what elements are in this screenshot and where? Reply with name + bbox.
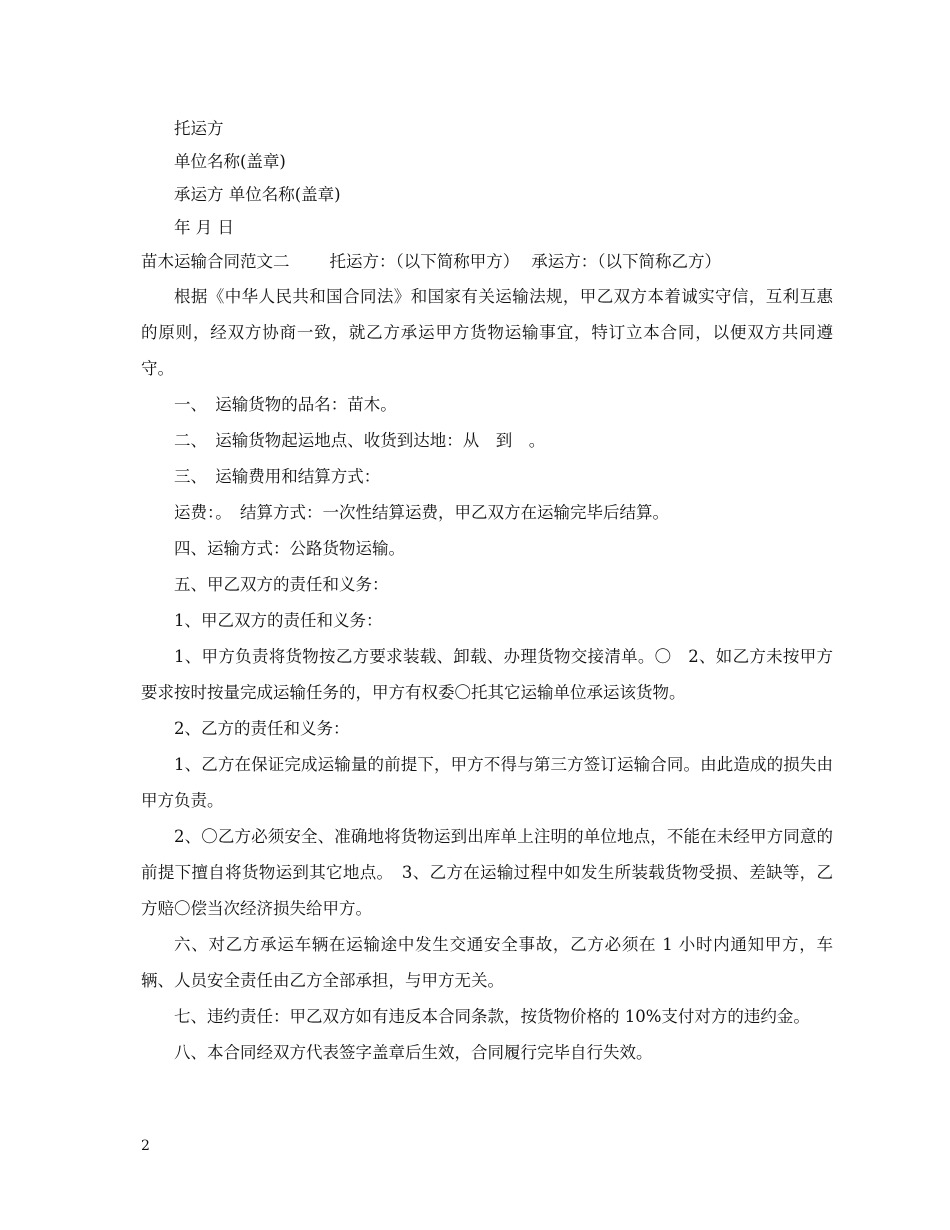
- clause-2: 二、 运输货物起运地点、收货到达地：从 到 。: [174, 431, 546, 450]
- signature-unit-name: 单位名称(盖章): [174, 152, 286, 171]
- clause-5-1-heading: 1、甲乙双方的责任和义务：: [174, 611, 383, 630]
- contract-title-row: [141, 244, 833, 279]
- clause-3: 三、 运输费用和结算方式：: [174, 467, 381, 486]
- clause-5-2-text-1: 1、乙方在保证完成运输量的前提下，甲方不得与第三方签订运输合同。由此造成的损失由甲方负责。: [141, 755, 833, 810]
- clause-3-detail: 运费：。 结算方式：一次性结算运费，甲乙双方在运输完毕后结算。: [174, 503, 669, 522]
- clause-5-1-text: 1、甲方负责将货物按乙方要求装载、卸载、办理货物交接清单。〇 2、如乙方未按甲方要求按时按量完成运输任务的，甲方有权委〇托其它运输单位承运该货物。: [141, 647, 833, 702]
- signature-carrier: 承运方 单位名称(盖章): [174, 185, 341, 204]
- clause-5-2-heading: 2、乙方的责任和义务：: [174, 719, 350, 738]
- intro-paragraph: 根据《中华人民共和国合同法》和国家有关运输法规，甲乙双方本着诚实守信，互利互惠的原则，经双方协商一致，就乙方承运甲方货物运输事宜，特订立本合同，以便双方共同遵守。: [141, 287, 833, 378]
- carrier-party: 承运方：（以下简称乙方）: [531, 252, 721, 271]
- page-number: 2: [141, 1138, 150, 1154]
- clause-1: 一、 运输货物的品名：苗木。: [174, 395, 397, 414]
- clause-5: 五、甲乙双方的责任和义务：: [174, 575, 389, 594]
- signature-date: 年 月 日: [174, 218, 234, 237]
- document-body: [141, 112, 833, 1071]
- signature-shipper: 托运方: [174, 119, 224, 138]
- contract-title: 苗木运输合同范文二: [141, 252, 290, 271]
- shipper-party: 托运方：（以下简称甲方）: [329, 252, 520, 271]
- clause-4: 四、运输方式：公路货物运输。: [174, 539, 405, 558]
- clause-5-2-text-2: 2、〇乙方必须安全、准确地将货物运到出库单上注明的单位地点，不能在未经甲方同意的前提下擅自将货物运到其它地点。 3、乙方在运输过程中如发生所装载货物受损、差缺等，乙方赔〇偿当次经济损失给甲方。: [141, 827, 833, 918]
- clause-7: 七、违约责任：甲乙双方如有违反本合同条款，按货物价格的 10%支付对方的违约金。: [174, 1007, 810, 1026]
- clause-6: 六、对乙方承运车辆在运输途中发生交通安全事故，乙方必须在 1 小时内通知甲方，车辆、人员安全责任由乙方全部承担，与甲方无关。: [141, 935, 833, 990]
- clause-8: 八、本合同经双方代表签字盖章后生效，合同履行完毕自行失效。: [174, 1043, 653, 1062]
